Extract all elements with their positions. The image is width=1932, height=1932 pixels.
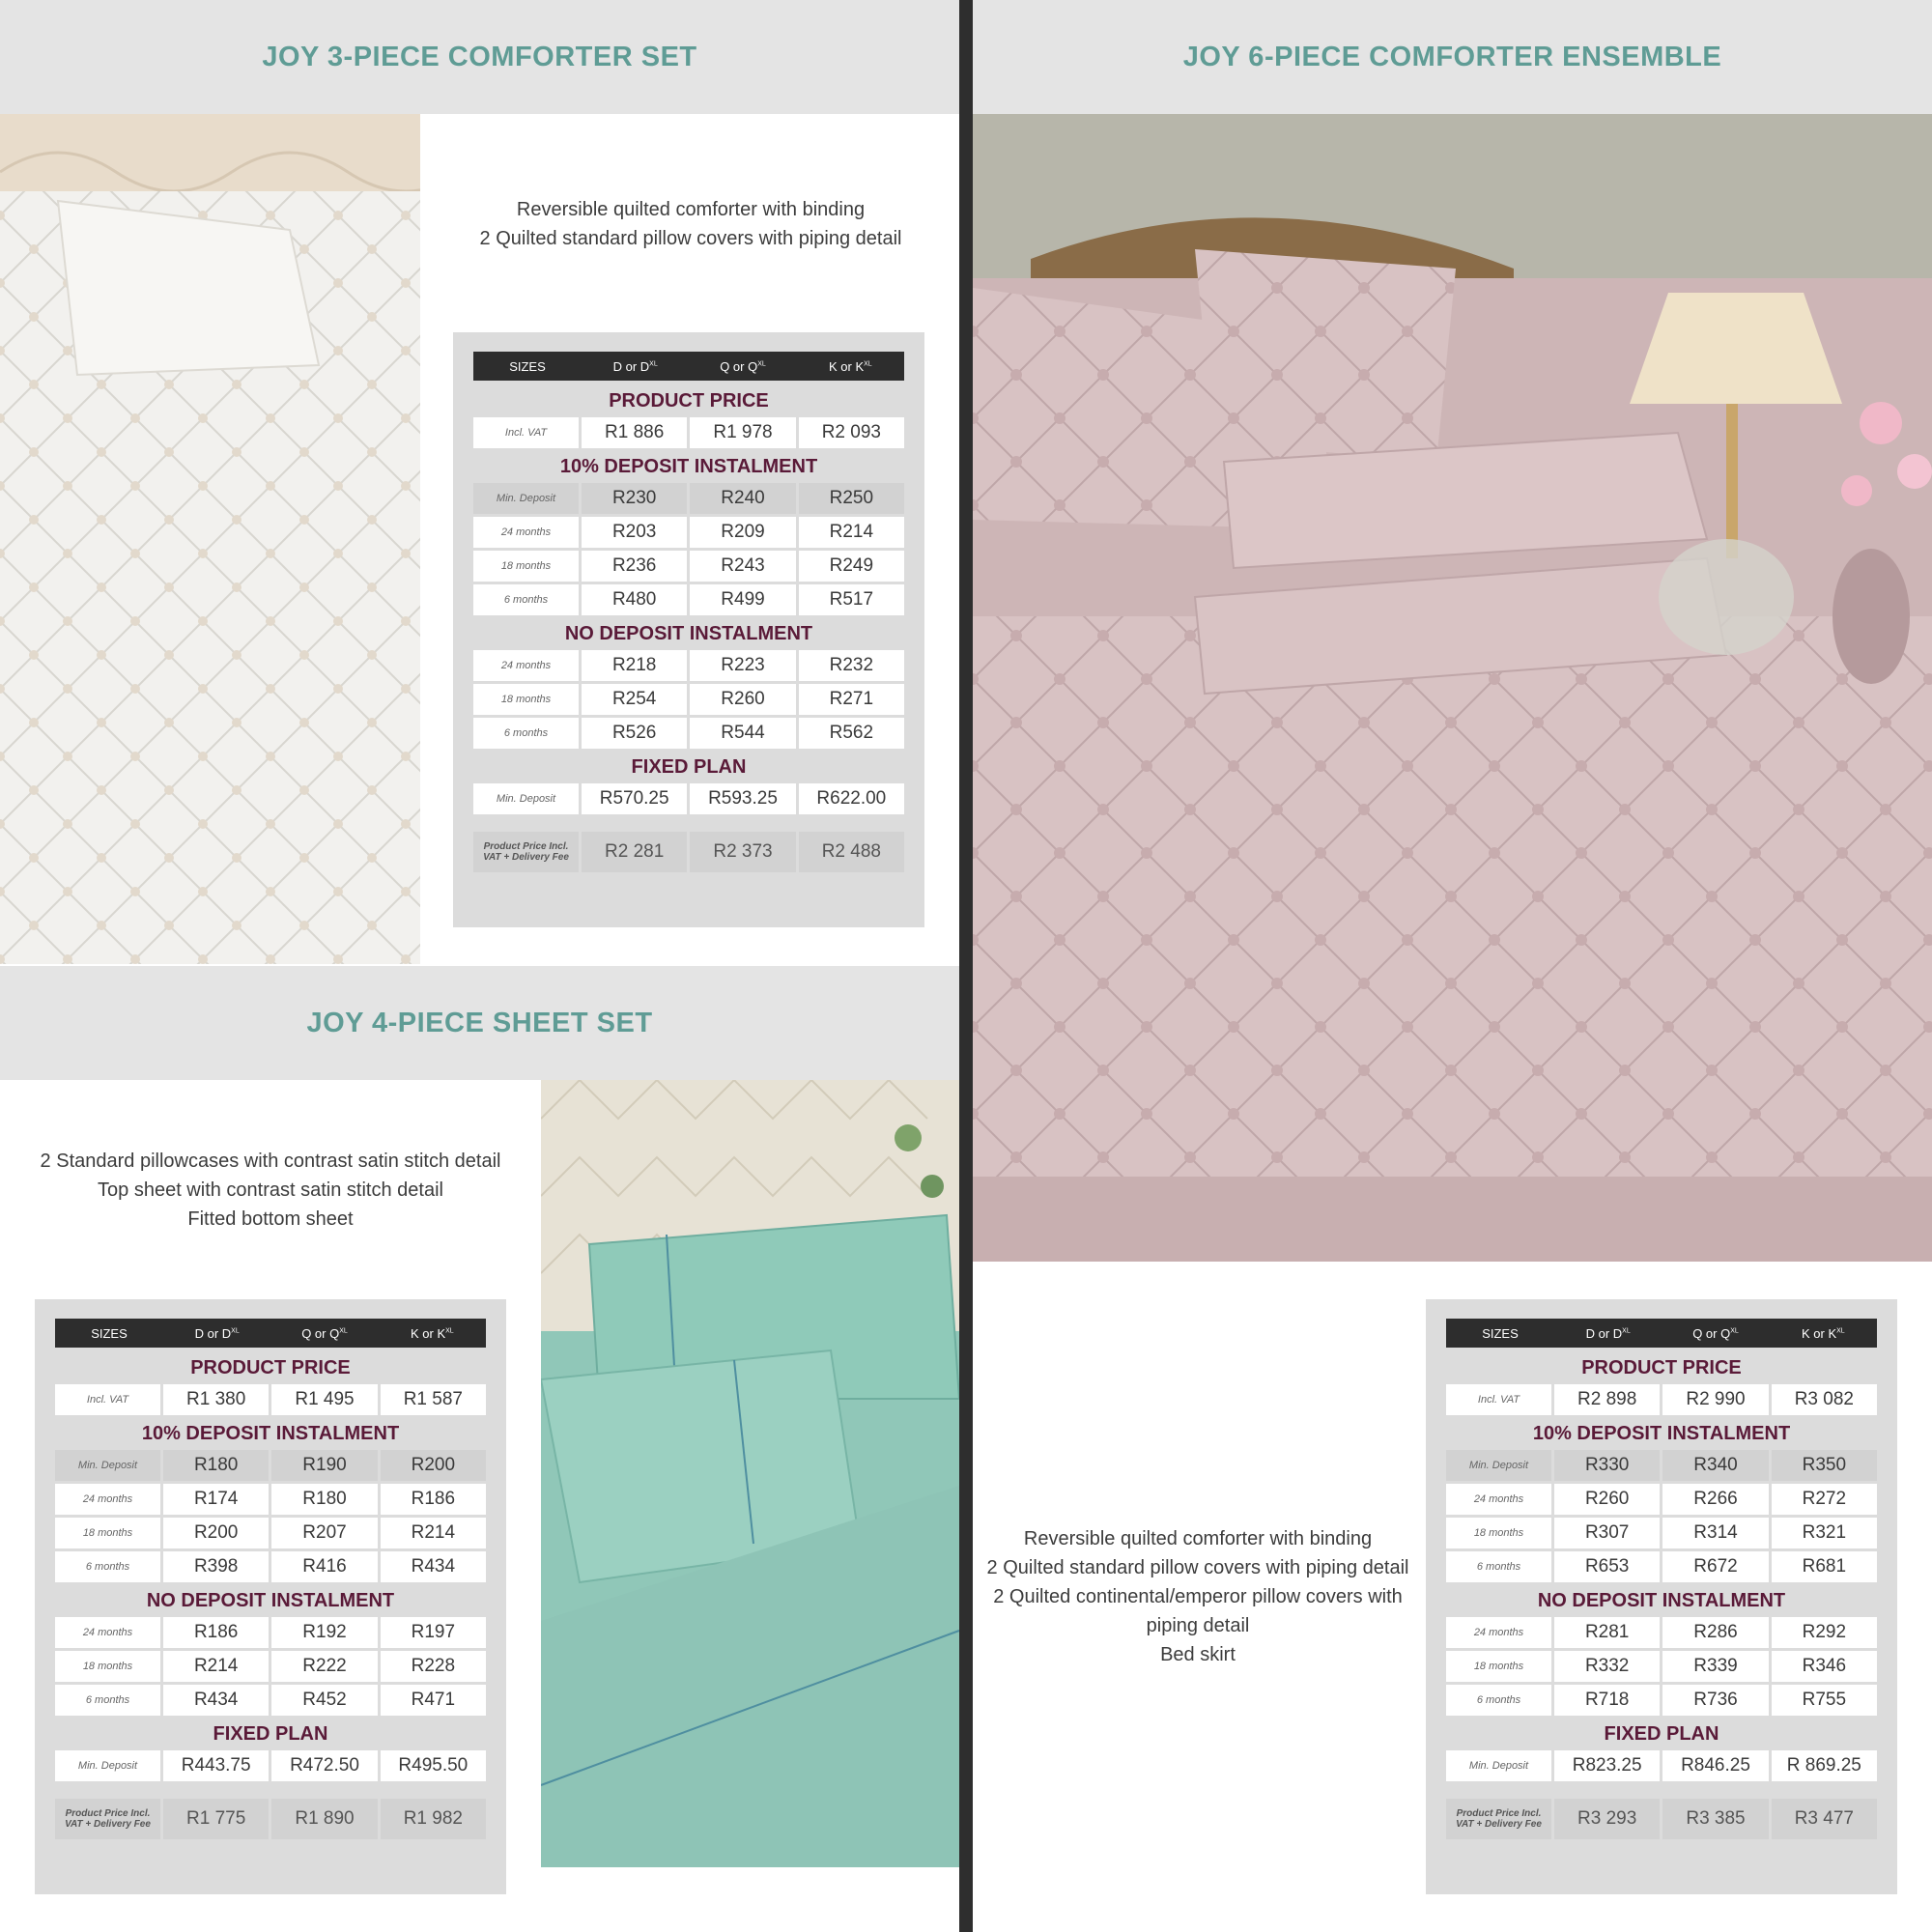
price-cell: R1 982: [381, 1799, 486, 1839]
section-title: 10% DEPOSIT INSTALMENT: [559, 456, 818, 477]
price-cell: R350: [1772, 1450, 1877, 1481]
price-cell: R271: [799, 684, 904, 715]
price-cell: R254: [582, 684, 687, 715]
description-line: 2 Quilted standard pillow covers with piping detail: [479, 228, 902, 249]
price-cell: R203: [582, 517, 687, 548]
table-row: [55, 1450, 486, 1481]
row-label: 6 months: [55, 1685, 160, 1716]
row-label: Incl. VAT: [473, 417, 579, 448]
header-double: D or $D^{XL}$: [1585, 1325, 1631, 1341]
price-cell: R672: [1662, 1551, 1768, 1582]
section-title: FIXED PLAN: [1604, 1723, 1719, 1745]
table-row: [1446, 1799, 1877, 1839]
row-label: 18 months: [1446, 1518, 1551, 1548]
table-row: [55, 1750, 486, 1781]
price-cell: R214: [799, 517, 904, 548]
price-cell: R3 293: [1554, 1799, 1660, 1839]
price-cell: R2 093: [799, 417, 904, 448]
description-line: 2 Quilted continental/emperor pillow covers with: [993, 1586, 1403, 1607]
price-cell: R1 775: [163, 1799, 269, 1839]
table-row: [473, 584, 904, 615]
row-label: 6 months: [473, 718, 579, 749]
price-cell: R398: [163, 1551, 269, 1582]
price-cell: R249: [799, 551, 904, 582]
price-cell: R2 990: [1662, 1384, 1768, 1415]
table-row: [473, 718, 904, 749]
price-cell: R2 488: [799, 832, 904, 872]
price-cell: R197: [381, 1617, 486, 1648]
sheet4-description: [10, 1147, 531, 1234]
price-cell: R330: [1554, 1450, 1660, 1481]
row-label: Product Price Incl. VAT + Delivery Fee: [55, 1799, 160, 1839]
price-cell: R846.25: [1662, 1750, 1768, 1781]
price-cell: R 869.25: [1772, 1750, 1877, 1781]
description-line: Reversible quilted comforter with binding: [516, 199, 866, 220]
product-title: JOY 6-PIECE COMFORTER ENSEMBLE: [1182, 41, 1722, 72]
price-cell: R736: [1662, 1685, 1768, 1716]
price-table-ensemble6: [1426, 1299, 1897, 1894]
header-double: D or $D^{XL}$: [194, 1325, 240, 1341]
table-row: [1446, 1384, 1877, 1415]
price-cell: R1 890: [271, 1799, 377, 1839]
table-row: [55, 1551, 486, 1582]
table-row: [1446, 1651, 1877, 1682]
description-line: 2 Standard pillowcases with contrast satin stitch detail: [40, 1151, 501, 1172]
price-cell: R2 281: [582, 832, 687, 872]
price-table-comforter3: [453, 332, 924, 927]
section-title: NO DEPOSIT INSTALMENT: [146, 1590, 395, 1611]
section-title: NO DEPOSIT INSTALMENT: [1537, 1590, 1786, 1611]
table-row: [473, 783, 904, 814]
price-cell: R223: [690, 650, 795, 681]
product-title: JOY 4-PIECE SHEET SET: [306, 1007, 653, 1038]
row-label: 6 months: [1446, 1685, 1551, 1716]
row-label: 24 months: [55, 1617, 160, 1648]
table-row: [55, 1384, 486, 1415]
mint-sheet-photo: [541, 1080, 959, 1867]
section-title: NO DEPOSIT INSTALMENT: [564, 623, 813, 644]
price-cell: R3 385: [1662, 1799, 1768, 1839]
vertical-divider: [959, 0, 973, 1932]
row-label: Product Price Incl. VAT + Delivery Fee: [473, 832, 579, 872]
price-cell: R214: [163, 1651, 269, 1682]
row-label: 24 months: [55, 1484, 160, 1515]
banner-ensemble6: [973, 0, 1932, 114]
price-cell: R526: [582, 718, 687, 749]
price-cell: R218: [582, 650, 687, 681]
table-row: [1446, 1685, 1877, 1716]
price-cell: R174: [163, 1484, 269, 1515]
table-row: [1446, 1450, 1877, 1481]
row-label: Min. Deposit: [55, 1750, 160, 1781]
row-label: 18 months: [55, 1651, 160, 1682]
header-sizes: SIZES: [1482, 1325, 1519, 1341]
table-row: [473, 517, 904, 548]
ensemble6-description: [976, 1524, 1420, 1669]
pink-ensemble-photo: [973, 114, 1932, 1262]
table-row: [473, 650, 904, 681]
header-double: D or $D^{XL}$: [612, 358, 658, 374]
price-cell: R452: [271, 1685, 377, 1716]
section-title: FIXED PLAN: [631, 756, 747, 778]
price-cell: R2 898: [1554, 1384, 1660, 1415]
row-label: 18 months: [473, 551, 579, 582]
price-cell: R214: [381, 1518, 486, 1548]
price-cell: R653: [1554, 1551, 1660, 1582]
section-title: PRODUCT PRICE: [190, 1357, 351, 1378]
price-cell: R3 477: [1772, 1799, 1877, 1839]
price-cell: R186: [163, 1617, 269, 1648]
header-sizes: SIZES: [91, 1325, 128, 1341]
description-line: piping detail: [1146, 1615, 1250, 1636]
price-cell: R755: [1772, 1685, 1877, 1716]
price-cell: R562: [799, 718, 904, 749]
section-title: 10% DEPOSIT INSTALMENT: [141, 1423, 400, 1444]
price-cell: R443.75: [163, 1750, 269, 1781]
price-cell: R314: [1662, 1518, 1768, 1548]
price-cell: R434: [381, 1551, 486, 1582]
price-cell: R332: [1554, 1651, 1660, 1682]
price-cell: R240: [690, 483, 795, 514]
price-cell: R228: [381, 1651, 486, 1682]
price-cell: R307: [1554, 1518, 1660, 1548]
price-cell: R1 886: [582, 417, 687, 448]
price-cell: R230: [582, 483, 687, 514]
table-row: [55, 1518, 486, 1548]
price-cell: R517: [799, 584, 904, 615]
price-cell: R1 380: [163, 1384, 269, 1415]
row-label: 18 months: [1446, 1651, 1551, 1682]
header-sizes: SIZES: [509, 358, 546, 374]
row-label: 18 months: [473, 684, 579, 715]
description-line: Fitted bottom sheet: [187, 1208, 354, 1230]
price-cell: R544: [690, 718, 795, 749]
price-cell: R570.25: [582, 783, 687, 814]
price-cell: R260: [690, 684, 795, 715]
section-title: PRODUCT PRICE: [1581, 1357, 1742, 1378]
header-queen: Q or $Q^{XL}$: [1692, 1325, 1739, 1341]
price-cell: R180: [163, 1450, 269, 1481]
price-cell: R250: [799, 483, 904, 514]
price-cell: R292: [1772, 1617, 1877, 1648]
price-cell: R190: [271, 1450, 377, 1481]
description-line: 2 Quilted standard pillow covers with piping detail: [986, 1557, 1409, 1578]
price-cell: R260: [1554, 1484, 1660, 1515]
price-cell: R340: [1662, 1450, 1768, 1481]
table-row: [55, 1484, 486, 1515]
price-cell: R200: [163, 1518, 269, 1548]
price-cell: R681: [1772, 1551, 1877, 1582]
price-cell: R1 978: [690, 417, 795, 448]
table-row: [55, 1685, 486, 1716]
table-row: [473, 483, 904, 514]
price-cell: R593.25: [690, 783, 795, 814]
row-label: 18 months: [55, 1518, 160, 1548]
row-label: Incl. VAT: [1446, 1384, 1551, 1415]
table-row: [55, 1651, 486, 1682]
description-line: Top sheet with contrast satin stitch detail: [98, 1179, 443, 1201]
table-row: [473, 551, 904, 582]
row-label: 6 months: [1446, 1551, 1551, 1582]
header-queen: Q or $Q^{XL}$: [720, 358, 766, 374]
price-cell: R499: [690, 584, 795, 615]
row-label: Min. Deposit: [1446, 1450, 1551, 1481]
row-label: Min. Deposit: [55, 1450, 160, 1481]
price-table-sheet4: [35, 1299, 506, 1894]
price-cell: R471: [381, 1685, 486, 1716]
table-row: [1446, 1750, 1877, 1781]
table-header: [1446, 1319, 1877, 1348]
price-cell: R339: [1662, 1651, 1768, 1682]
price-cell: R823.25: [1554, 1750, 1660, 1781]
table-header: [473, 352, 904, 381]
table-row: [1446, 1484, 1877, 1515]
table-row: [55, 1617, 486, 1648]
price-cell: R236: [582, 551, 687, 582]
price-cell: R200: [381, 1450, 486, 1481]
price-cell: R2 373: [690, 832, 795, 872]
table-row: [1446, 1518, 1877, 1548]
table-row: [473, 684, 904, 715]
header-king: K or $K^{XL}$: [410, 1325, 454, 1341]
price-cell: R3 082: [1772, 1384, 1877, 1415]
table-row: [55, 1799, 486, 1839]
price-cell: R272: [1772, 1484, 1877, 1515]
product-title: JOY 3-PIECE COMFORTER SET: [262, 41, 697, 72]
header-king: K or $K^{XL}$: [1801, 1325, 1845, 1341]
description-line: Bed skirt: [1160, 1644, 1236, 1665]
row-label: Product Price Incl. VAT + Delivery Fee: [1446, 1799, 1551, 1839]
row-label: 24 months: [473, 517, 579, 548]
table-row: [1446, 1551, 1877, 1582]
price-cell: R622.00: [799, 783, 904, 814]
section-title: FIXED PLAN: [213, 1723, 328, 1745]
section-title: 10% DEPOSIT INSTALMENT: [1532, 1423, 1791, 1444]
description-line: Reversible quilted comforter with binding: [1023, 1528, 1373, 1549]
price-cell: R207: [271, 1518, 377, 1548]
banner-comforter3: [0, 0, 959, 114]
price-cell: R434: [163, 1685, 269, 1716]
row-label: 24 months: [473, 650, 579, 681]
price-cell: R1 587: [381, 1384, 486, 1415]
banner-sheet4: [0, 966, 959, 1080]
header-queen: Q or $Q^{XL}$: [301, 1325, 348, 1341]
table-row: [1446, 1617, 1877, 1648]
price-cell: R1 495: [271, 1384, 377, 1415]
row-label: 6 months: [55, 1551, 160, 1582]
row-label: Min. Deposit: [1446, 1750, 1551, 1781]
price-cell: R321: [1772, 1518, 1877, 1548]
price-cell: R495.50: [381, 1750, 486, 1781]
white-comforter-photo: [0, 114, 420, 964]
row-label: 24 months: [1446, 1617, 1551, 1648]
price-cell: R243: [690, 551, 795, 582]
price-cell: R416: [271, 1551, 377, 1582]
row-label: Incl. VAT: [55, 1384, 160, 1415]
table-row: [473, 417, 904, 448]
row-label: Min. Deposit: [473, 483, 579, 514]
price-cell: R281: [1554, 1617, 1660, 1648]
price-cell: R232: [799, 650, 904, 681]
price-cell: R186: [381, 1484, 486, 1515]
comforter3-description: [430, 195, 952, 253]
price-cell: R180: [271, 1484, 377, 1515]
price-cell: R209: [690, 517, 795, 548]
row-label: 6 months: [473, 584, 579, 615]
section-title: PRODUCT PRICE: [609, 390, 769, 412]
price-cell: R718: [1554, 1685, 1660, 1716]
price-cell: R266: [1662, 1484, 1768, 1515]
price-cell: R222: [271, 1651, 377, 1682]
table-row: [473, 832, 904, 872]
header-king: K or $K^{XL}$: [828, 358, 872, 374]
table-header: [55, 1319, 486, 1348]
row-label: Min. Deposit: [473, 783, 579, 814]
price-cell: R346: [1772, 1651, 1877, 1682]
price-cell: R472.50: [271, 1750, 377, 1781]
price-cell: R286: [1662, 1617, 1768, 1648]
row-label: 24 months: [1446, 1484, 1551, 1515]
price-cell: R480: [582, 584, 687, 615]
price-cell: R192: [271, 1617, 377, 1648]
